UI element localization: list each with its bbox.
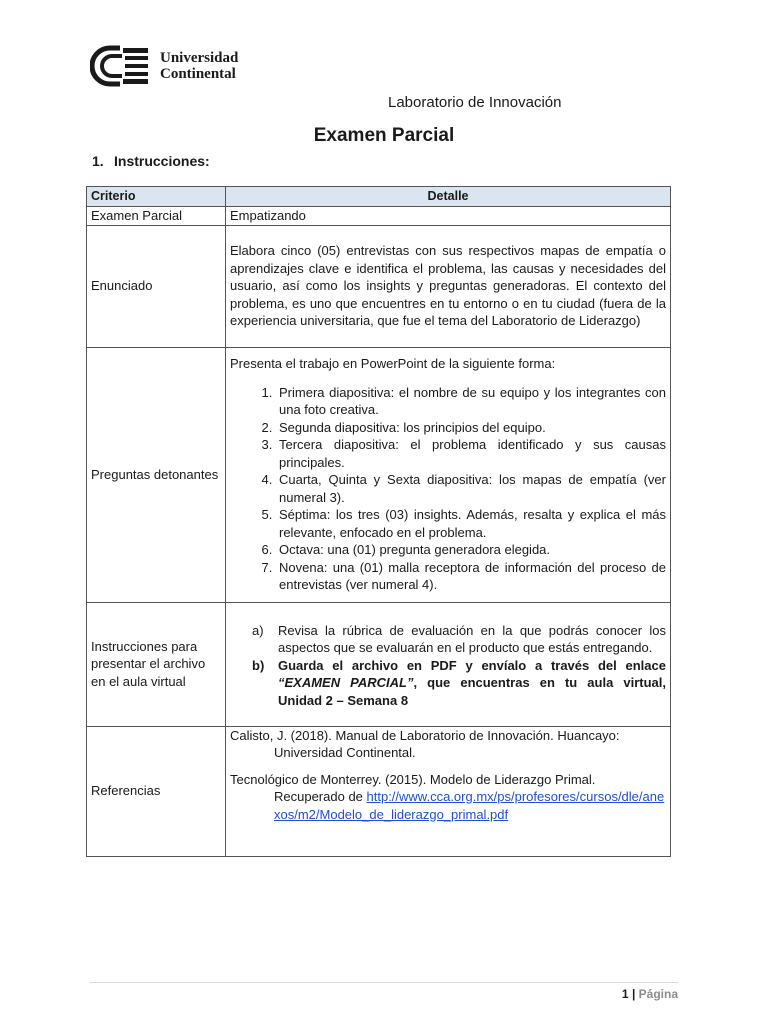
slides-list [230,384,666,594]
lab-title: Laboratorio de Innovación [388,94,562,111]
row-detail-examen: Empatizando [226,207,671,226]
footer-separator: | [631,987,636,1001]
header-criterio: Criterio [87,187,226,207]
table-row [87,347,671,602]
preguntas-intro: Presenta el trabajo en PowerPoint de la siguiente forma: [230,356,556,372]
logo-line-1: Universidad [160,50,239,66]
header-detalle: Detalle [226,187,671,207]
footer-divider [90,982,678,983]
university-logo-mark-icon [90,44,152,88]
row-label-referencias: Referencias [87,726,226,856]
table-row [87,207,671,226]
table-row [87,726,671,856]
list-item: 4. Cuarta, Quinta y Sexta diapositiva: los mapas de empatía (ver numeral 3). [276,471,666,506]
list-item: 6. Octava: una (01) pregunta generadora elegida. [276,541,666,559]
criteria-table [86,186,671,857]
row-detail-referencias [226,726,671,856]
row-label-enunciado: Enunciado [87,225,226,347]
row-detail-instrucciones [226,602,671,726]
table-row [87,602,671,726]
university-logo [90,44,238,88]
list-item: 1. Primera diapositiva: el nombre de su equipo y los integrantes con una foto creativa. [276,384,666,419]
list-item [252,657,666,710]
instruction-a-text: Revisa la rúbrica de evaluación en la que podrás conocer los aspectos que se evaluarán en el producto que estás entregando. [278,622,666,656]
list-item: 5. Séptima: los tres (03) insights. Además, resalta y explica el más relevante, enfocado en el problema. [276,506,666,541]
page-footer [622,987,678,1001]
section-title [92,153,210,169]
table-row [87,225,671,347]
row-label-preguntas: Preguntas detonantes [87,347,226,602]
section-number: 1. [92,153,104,169]
list-item [252,622,666,657]
reference-1: Calisto, J. (2018). Manual de Laboratorio de Innovación. Huancayo: Universidad Continental. [230,727,620,760]
instruction-b-link-name: “EXAMEN PARCIAL” [278,675,414,691]
exam-title: Examen Parcial [313,125,455,146]
row-detail-enunciado: Elabora cinco (05) entrevistas con sus respectivos mapas de empatía o aprendizajes clave e identifica el problema, las causas y necesidades del usuario, así como los insights y preguntas generadoras. El contexto del problema, es uno que encuentres en tu entorno o en tu ciudad (fuera de la experiencia universitaria, que fue el tema del Laboratorio de Liderazgo) [226,225,671,347]
table-header-row [87,187,671,207]
instructions-list [230,622,666,710]
list-item: 3. Tercera diapositiva: el problema identificado y sus causas principales. [276,436,666,471]
page-number: 1 [621,987,629,1001]
logo-wordmark [160,50,238,82]
list-item: 7. Novena: una (01) malla receptora de información del proceso de entrevistas (ver numeral 4). [276,559,666,594]
reference-2-text: Tecnológico de Monterrey. (2015). Modelo de Liderazgo Primal. Recuperado de [230,771,596,804]
page-word: Página [638,987,678,1001]
list-item: 2. Segunda diapositiva: los principios del equipo. [276,419,666,437]
row-detail-preguntas [226,347,671,602]
row-label-examen: Examen Parcial [87,207,226,226]
row-label-instrucciones: Instrucciones para presentar el archivo en el aula virtual [87,602,226,726]
logo-line-2: Continental [160,66,236,82]
item-marker-a: a) [252,622,264,638]
reference-2 [230,771,666,824]
section-label: Instrucciones: [114,153,210,169]
item-marker-b: b) [252,657,265,673]
instruction-b-text-1: Guarda el archivo en PDF y envíalo a través del enlace [278,657,666,673]
instruction-b-text-3: , que encuentras en tu aula virtual, Unidad 2 – Semana 8 [278,675,666,708]
reference-2-link[interactable]: http://www.cca.org.mx/ps/profesores/cursos/dle/anexos/m2/Modelo_de_liderazgo_primal.pdf [274,789,665,822]
